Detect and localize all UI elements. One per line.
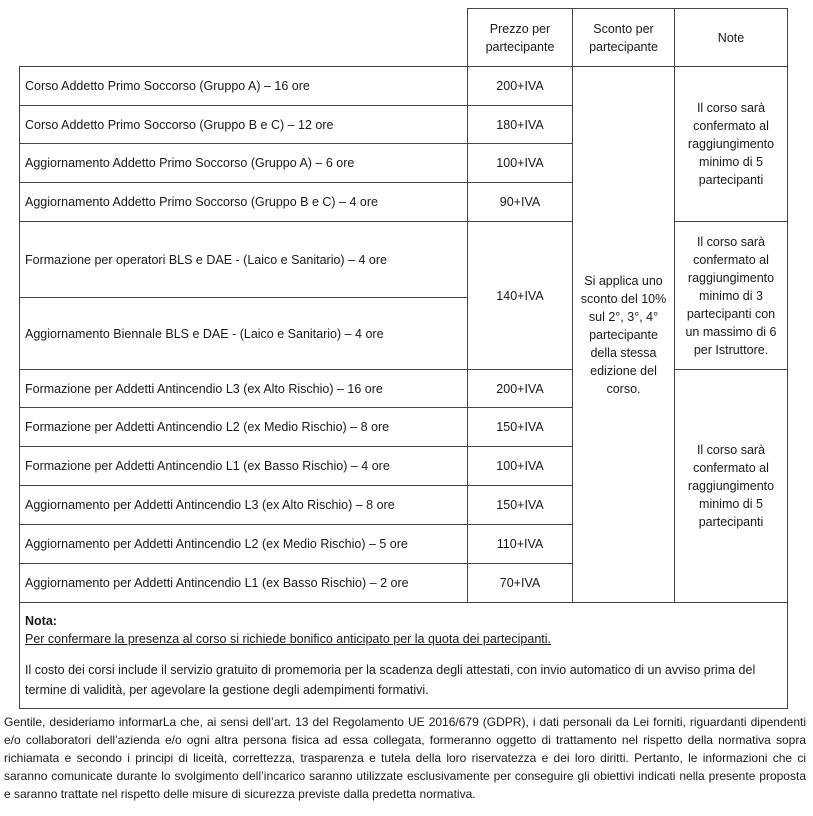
- course-price: 90+IVA: [468, 183, 573, 222]
- course-name: Aggiornamento Addetto Primo Soccorso (Gruppo B e C) – 4 ore: [20, 183, 468, 222]
- nota-row: [20, 603, 788, 709]
- header-discount: Sconto per partecipante: [573, 9, 675, 67]
- table-row: [20, 67, 788, 106]
- course-price: 200+IVA: [468, 370, 573, 408]
- pricing-table: [19, 8, 788, 709]
- course-price: 70+IVA: [468, 564, 573, 603]
- course-name: Formazione per Addetti Antincendio L1 (ex Basso Rischio) – 4 ore: [20, 447, 468, 486]
- note-bls: Il corso sarà confermato al raggiungimento minimo di 3 partecipanti con un massimo di 6 per Istruttore.: [675, 222, 788, 370]
- course-name: Aggiornamento per Addetti Antincendio L3 (ex Alto Rischio) – 8 ore: [20, 486, 468, 525]
- privacy-notice: Gentile, desideriamo informarLa che, ai sensi dell’art. 13 del Regolamento UE 2016/679 (GDPR), i dati personali da Lei forniti, riguardanti dipendenti e/o collaboratori dell’azienda e/o ogni altra persona fisica ad essa collegata, formeranno oggetto di trattamento nel rispetto della normativa sopra richiamata e secondo i principi di liceità, correttezza, trasparenza e tutela della loro riservatezza e dei loro diritti. Pertanto, le informazioni che ci saranno comunicate durante lo svolgimento dell’incarico saranno utilizzate esclusivamente per conseguire gli obiettivi indicati nella presente proposta e saranno trattate nel rispetto delle misure di sicurezza previste dalla predetta normativa.: [4, 715, 806, 801]
- course-name: Formazione per Addetti Antincendio L3 (ex Alto Rischio) – 16 ore: [20, 370, 468, 408]
- course-name: Corso Addetto Primo Soccorso (Gruppo B e C) – 12 ore: [20, 106, 468, 144]
- course-price: 100+IVA: [468, 144, 573, 183]
- course-price: 100+IVA: [468, 447, 573, 486]
- course-price: 180+IVA: [468, 106, 573, 144]
- nota-body: Il costo dei corsi include il servizio gratuito di promemoria per la scadenza degli attestati, con invio automatico di un avviso prima del termine di validità, per agevolare la gestione degli adempimenti formativi.: [25, 662, 756, 697]
- header-blank-cell: [20, 9, 468, 67]
- course-price: 150+IVA: [468, 486, 573, 525]
- header-notes: Note: [675, 9, 788, 67]
- course-name: Formazione per operatori BLS e DAE - (Laico e Sanitario) – 4 ore: [20, 222, 468, 298]
- course-price: 200+IVA: [468, 67, 573, 106]
- course-name: Aggiornamento per Addetti Antincendio L1 (ex Basso Rischio) – 2 ore: [20, 564, 468, 603]
- discount-cell: Si applica uno sconto del 10% sul 2°, 3°, 4° partecipante della stessa edizione del corso.: [573, 67, 675, 603]
- course-price: 150+IVA: [468, 408, 573, 447]
- nota-title: Nota:: [25, 613, 57, 628]
- course-name: Aggiornamento Biennale BLS e DAE - (Laico e Sanitario) – 4 ore: [20, 298, 468, 370]
- note-fire: Il corso sarà confermato al raggiungimento minimo di 5 partecipanti: [675, 370, 788, 603]
- course-name: Corso Addetto Primo Soccorso (Gruppo A) – 16 ore: [20, 67, 468, 106]
- table-header-row: [20, 9, 788, 67]
- nota-payment-note: Per confermare la presenza al corso si richiede bonifico anticipato per la quota dei partecipanti.: [25, 631, 551, 646]
- course-price: 110+IVA: [468, 525, 573, 564]
- course-price: 140+IVA: [468, 222, 573, 370]
- header-price: Prezzo per partecipante: [468, 9, 573, 67]
- course-name: Formazione per Addetti Antincendio L2 (ex Medio Rischio) – 8 ore: [20, 408, 468, 447]
- nota-cell: [20, 603, 788, 709]
- course-name: Aggiornamento Addetto Primo Soccorso (Gruppo A) – 6 ore: [20, 144, 468, 183]
- course-name: Aggiornamento per Addetti Antincendio L2 (ex Medio Rischio) – 5 ore: [20, 525, 468, 564]
- note-first-aid: Il corso sarà confermato al raggiungimento minimo di 5 partecipanti: [675, 67, 788, 222]
